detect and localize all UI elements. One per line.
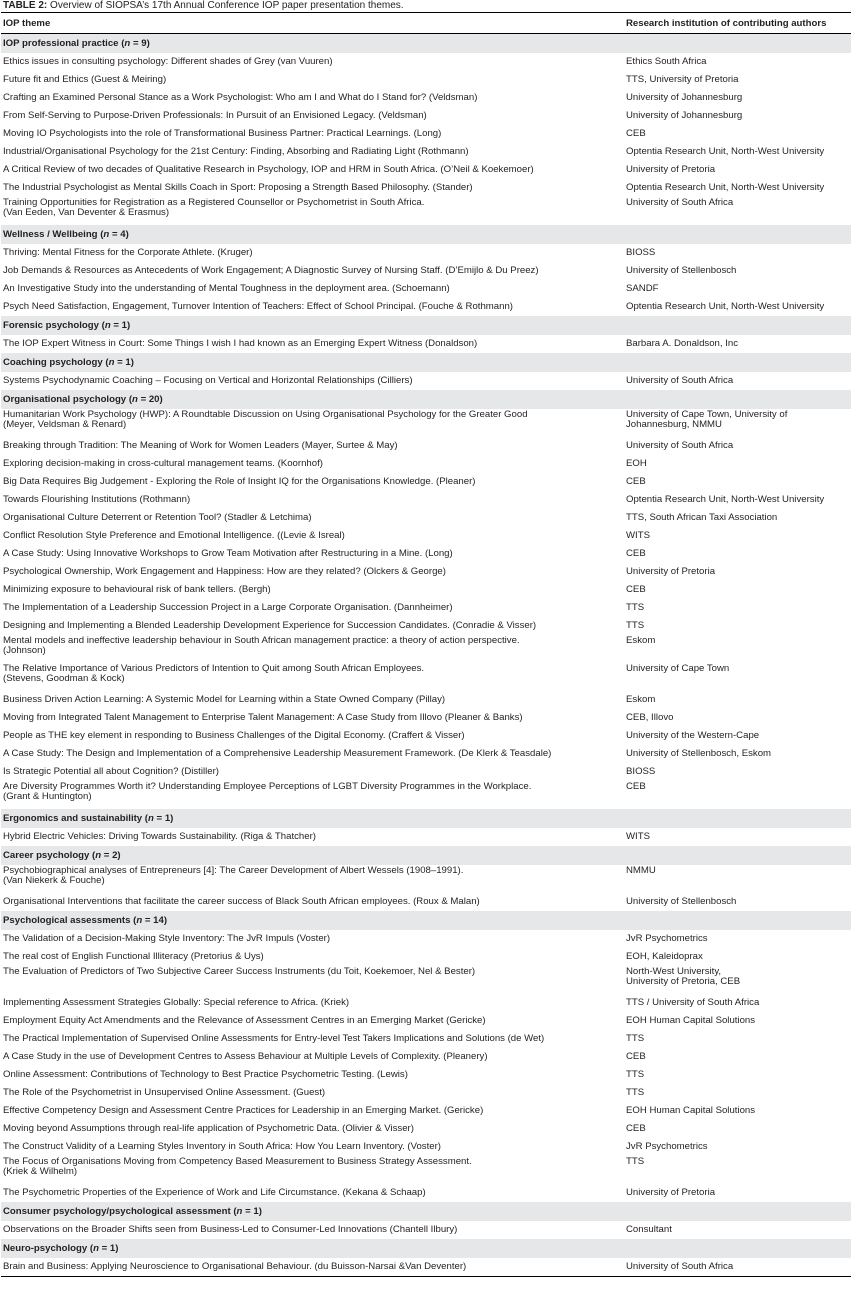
paper-title: A Case Study: The Design and Implementation of a Comprehensive Leadership Measurement Framework. (De Klerk & Teasdale) [3,748,552,759]
n-symbol: n [124,38,131,49]
paper-row [1,1030,851,1048]
paper-institution: WITS [626,530,650,541]
paper-institution: University of Stellenbosch, Eskom [626,748,772,759]
paper-title: Job Demands & Resources as Antecedents of Work Engagement; A Diagnostic Survey of Nursing Staff. (D’Emijlo & Du Preez) [3,265,539,276]
theme-name: Coaching psychology [3,357,103,368]
theme-count: 20 [148,394,160,405]
paper-title: Implementing Assessment Strategies Globally: Special reference to Africa. (Kriek) [3,997,350,1008]
paper-institution: Optentia Research Unit, North-West University [626,146,825,157]
paper-institution: Optentia Research Unit, North-West University [626,301,825,312]
n-symbol: n [148,813,154,824]
paper-institution: TTS, University of Pretoria [626,74,739,85]
paper-title: Organisational Interventions that facilitate the career success of Black South African employees. (Roux & Malan) [3,896,480,907]
n-symbol: n [236,1206,243,1217]
theme-name: Psychological assessments [3,915,131,926]
paper-title: Psychological Ownership, Work Engagement and Happiness: How are they related? (Olckers & George) [3,566,446,577]
n-symbol: n [132,394,138,405]
theme-row [1,1239,851,1258]
paper-row [1,727,851,745]
table-caption [1,0,851,12]
paper-row [1,509,851,527]
paper-title: Online Assessment: Contributions of Technology to Best Practice Psychometric Testing. (Lewis) [3,1069,408,1080]
paper-institution: University of Pretoria [626,1187,716,1198]
paper-institution: CEB [626,1123,646,1134]
paper-title: From Self-Serving to Purpose-Driven Professionals: In Pursuit of an Envisioned Legacy. (Veldsman) [3,110,427,121]
paper-institution: TTS / University of South Africa [626,997,760,1008]
paper-institution: TTS [626,620,645,631]
header-theme: IOP theme [1,13,622,34]
paper-title: Observations on the Broader Shifts seen from Business-Led to Consumer-Led Innovations (Chantell Ilbury) [3,1224,458,1235]
header-institution: Research institution of contributing authors [622,13,851,34]
n-symbol: n [93,1243,99,1254]
paper-institution: JvR Psychometrics [626,933,708,944]
paper-title: The Relative Importance of Various Predictors of Intention to Quit among South African Employees. (Stevens, Goodman & Kock) [3,663,425,684]
paper-row [1,1048,851,1066]
themes-table [1,12,851,1277]
paper-institution: Barbara A. Donaldson, Inc [626,338,738,349]
theme-count: 2 [112,850,118,861]
theme-cell: Coaching psychology (n = 1) [1,353,851,372]
paper-institution: University of Cape Town, University of Johannesburg, NMMU [626,409,788,430]
paper-title: A Case Study: Using Innovative Workshops to Grow Team Motivation after Restructuring in a Mine. (Long) [3,548,453,559]
paper-row [1,244,851,262]
theme-cell: Wellness / Wellbeing (n = 4) [1,225,851,244]
theme-name: Organisational psychology [3,394,127,405]
paper-institution: TTS [626,1069,645,1080]
paper-institution: BIOSS [626,247,656,258]
paper-institution: TTS [626,1087,645,1098]
paper-title: The real cost of English Functional Illiteracy (Pretorius & Uys) [3,951,264,962]
paper-row [1,781,851,809]
paper-row [1,335,851,353]
paper-institution: University of South Africa [622,1258,851,1277]
paper-row [1,663,851,691]
paper-title: Is Strategic Potential all about Cognition? (Distiller) [3,766,219,777]
n-symbol: n [108,357,115,368]
paper-institution: TTS, South African Taxi Association [626,512,778,523]
paper-institution: North-West University, University of Pretoria, CEB [626,966,741,987]
paper-row [1,1120,851,1138]
paper-institution: University of South Africa [626,197,734,208]
n-symbol: n [104,320,111,331]
theme-cell: Organisational psychology (n = 20) [1,390,851,409]
paper-title: People as THE key element in responding to Business Challenges of the Digital Economy. (Craffert & Visser) [3,730,465,741]
paper-institution: CEB, Illovo [626,712,674,723]
paper-institution: CEB [626,1051,646,1062]
theme-cell: Forensic psychology (n = 1) [1,316,851,335]
paper-row [1,89,851,107]
theme-name: Forensic psychology [3,320,99,331]
paper-institution: WITS [626,831,650,842]
paper-institution: University of Stellenbosch [626,265,737,276]
paper-row [1,179,851,197]
paper-title: Industrial/Organisational Psychology for the 21st Century: Finding, Absorbing and Radiating Light (Rothmann) [3,146,469,157]
theme-name: IOP professional practice [3,38,119,49]
paper-institution: Eskom [626,694,656,705]
n-symbol: n [103,229,110,240]
paper-title: The Validation of a Decision-Making Style Inventory: The JvR Impuls (Voster) [3,933,331,944]
n-symbol: n [136,915,143,926]
paper-row [1,545,851,563]
theme-row [1,911,851,930]
theme-count: 14 [153,915,164,926]
paper-title: The Evaluation of Predictors of Two Subjective Career Success Instruments (du Toit, Koekemoer, Nel & Bester) [3,966,476,977]
paper-row [1,197,851,225]
paper-row [1,1184,851,1202]
paper-row [1,994,851,1012]
theme-cell: Psychological assessments (n = 14) [1,911,851,930]
paper-title: Mental models and ineffective leadership behaviour in South African management practice: a theory of action perspective. (Johnson) [3,635,520,656]
paper-institution: EOH [626,458,647,469]
paper-row [1,1156,851,1184]
paper-title: Employment Equity Act Amendments and the Relevance of Assessment Centres in an Emerging Market (Gericke) [3,1015,486,1026]
paper-institution: CEB [626,548,646,559]
paper-title: The Implementation of a Leadership Succession Project in a Large Corporate Organisation. (Dannheimer) [3,602,453,613]
theme-row [1,225,851,244]
paper-institution: University of Cape Town [626,663,730,674]
paper-title: Humanitarian Work Psychology (HWP): A Roundtable Discussion on Using Organisational Psychology for the Greater Good (Meyer, Veldsman & Renard) [3,409,528,430]
paper-institution: Optentia Research Unit, North-West University [626,182,825,193]
paper-row [1,563,851,581]
paper-title: The Practical Implementation of Supervised Online Assessments for Entry-level Test Takers Implications and Solutions (de Wet) [3,1033,545,1044]
theme-count: 1 [164,813,171,824]
paper-title: The Focus of Organisations Moving from Competency Based Measurement to Business Strategy Assessment. (Kriek & Wilhelm) [3,1156,472,1177]
paper-row [1,763,851,781]
paper-row [1,143,851,161]
paper-title: The Psychometric Properties of the Experience of Work and Life Circumstance. (Kekana & Schaap) [3,1187,426,1198]
paper-title: Minimizing exposure to behavioural risk of bank tellers. (Bergh) [3,584,271,595]
paper-row [1,473,851,491]
theme-row [1,390,851,409]
paper-institution: CEB [626,584,646,595]
paper-institution: University of the Western-Cape [626,730,760,741]
paper-row [1,527,851,545]
paper-row [1,161,851,179]
paper-title: Training Opportunities for Registration as a Registered Counsellor or Psychometrist in South Africa. (Van Eeden, Van Deventer & Erasmus) [3,197,425,218]
theme-row [1,846,851,865]
paper-institution: University of Johannesburg [626,92,743,103]
paper-row [1,1066,851,1084]
paper-title: Moving IO Psychologists into the role of Transformational Business Partner: Practical Learnings. (Long) [3,128,442,139]
paper-title: The Industrial Psychologist as Mental Skills Coach in Sport: Proposing a Strength Based Philosophy. (Stander) [3,182,473,193]
paper-row [1,491,851,509]
paper-institution: Consultant [626,1224,672,1235]
paper-title: Conflict Resolution Style Preference and Emotional Intelligence. ((Levie & Isreal) [3,530,345,541]
paper-title: Moving from Integrated Talent Management to Enterprise Talent Management: A Case Study from Illovo (Pleaner & Banks) [3,712,523,723]
paper-row [1,893,851,911]
paper-row [1,948,851,966]
paper-row [1,930,851,948]
theme-name: Wellness / Wellbeing [3,229,98,240]
theme-count: 9 [141,38,147,49]
paper-row [1,1221,851,1239]
paper-row [1,966,851,994]
paper-row [1,71,851,89]
paper-row [1,262,851,280]
header-row [1,13,851,34]
paper-institution: University of South Africa [626,440,734,451]
paper-title: A Critical Review of two decades of Qualitative Research in Psychology, IOP and HRM in South Africa. (O’Neil & Koekemoer) [3,164,534,175]
paper-institution: Optentia Research Unit, North-West University [626,494,825,505]
theme-row [1,809,851,828]
theme-count: 4 [120,229,126,240]
theme-count: 1 [125,357,131,368]
paper-row [1,709,851,727]
paper-row [1,828,851,846]
paper-institution: Ethics South Africa [626,56,707,67]
paper-title: Designing and Implementing a Blended Leadership Development Experience for Succession Candidates. (Conradie & Visser) [3,620,537,631]
paper-row [1,1102,851,1120]
theme-row [1,353,851,372]
theme-row [1,34,851,54]
paper-institution: EOH, Kaleidoprax [626,951,703,962]
paper-row [1,581,851,599]
paper-row [1,1138,851,1156]
paper-row [1,691,851,709]
paper-institution: CEB [626,128,646,139]
theme-name: Neuro-psychology [3,1243,88,1254]
paper-institution: CEB [626,476,646,487]
paper-institution: University of Stellenbosch [626,896,737,907]
paper-institution: SANDF [626,283,659,294]
paper-row [1,409,851,437]
paper-row [1,280,851,298]
paper-title: Future fit and Ethics (Guest & Meiring) [3,74,167,85]
paper-row [1,125,851,143]
paper-title: Psych Need Satisfaction, Engagement, Turnover Intention of Teachers: Effect of School Principal. (Fouche & Rothmann) [3,301,513,312]
theme-cell: Ergonomics and sustainability (n = 1) [1,809,851,828]
paper-institution: University of Pretoria [626,164,716,175]
paper-row [1,865,851,893]
theme-cell: Career psychology (n = 2) [1,846,851,865]
theme-name: Career psychology [3,850,90,861]
paper-institution: University of Pretoria [626,566,716,577]
paper-institution: University of South Africa [626,375,734,386]
theme-row [1,316,851,335]
caption-label: TABLE 2: [3,0,48,11]
paper-title: Brain and Business: Applying Neuroscience to Organisational Behaviour. (du Buisson-Narsai &Van Deventer) [1,1258,622,1277]
paper-title: Effective Competency Design and Assessment Centre Practices for Leadership in an Emerging Market. (Gericke) [3,1105,484,1116]
paper-title: Crafting an Examined Personal Stance as a Work Psychologist: Who am I and What do I Stand for? (Veldsman) [3,92,478,103]
paper-row [1,635,851,663]
paper-title: Systems Psychodynamic Coaching – Focusing on Vertical and Horizontal Relationships (Cilliers) [3,375,413,386]
paper-title: Ethics issues in consulting psychology: Different shades of Grey (van Vuuren) [3,56,333,67]
paper-row [1,437,851,455]
paper-row [1,298,851,316]
n-symbol: n [95,850,102,861]
theme-cell: IOP professional practice (n = 9) [1,34,851,54]
theme-name: Consumer psychology/psychological assessment [3,1206,231,1217]
paper-row [1,599,851,617]
paper-title: Organisational Culture Deterrent or Retention Tool? (Stadler & Letchima) [3,512,312,523]
theme-cell: Consumer psychology/psychological assessment (n = 1) [1,1202,851,1221]
paper-title: Psychobiographical analyses of Entrepreneurs [4]: The Career Development of Albert Wessels (1908–1991). (Van Niekerk & Fouche) [3,865,464,886]
paper-row [1,1258,851,1277]
paper-institution: TTS [626,1033,645,1044]
paper-institution: NMMU [626,865,656,876]
table-body [1,34,851,1277]
paper-institution: TTS [626,1156,645,1167]
paper-title: Breaking through Tradition: The Meaning of Work for Women Leaders (Mayer, Surtee & May) [3,440,398,451]
theme-cell: Neuro-psychology (n = 1) [1,1239,851,1258]
paper-row [1,53,851,71]
paper-title: Are Diversity Programmes Worth it? Understanding Employee Perceptions of LGBT Diversity Programmes in the Workplace. (Grant & Huntington) [3,781,532,802]
paper-title: An Investigative Study into the understanding of Mental Toughness in the deployment area. (Schoemann) [3,283,450,294]
paper-title: Thriving: Mental Fitness for the Corporate Athlete. (Kruger) [3,247,253,258]
paper-institution: University of Johannesburg [626,110,743,121]
paper-row [1,107,851,125]
theme-name: Ergonomics and sustainability [3,813,143,824]
paper-title: Hybrid Electric Vehicles: Driving Towards Sustainability. (Riga & Thatcher) [3,831,316,842]
paper-institution: CEB [626,781,646,792]
paper-row [1,745,851,763]
paper-title: Towards Flourishing Institutions (Rothmann) [3,494,191,505]
theme-count: 1 [109,1243,116,1254]
paper-title: The Role of the Psychometrist in Unsupervised Online Assessment. (Guest) [3,1087,326,1098]
paper-institution: Eskom [626,635,656,646]
paper-institution: JvR Psychometrics [626,1141,708,1152]
paper-row [1,617,851,635]
paper-title: Big Data Requires Big Judgement - Exploring the Role of Insight IQ for the Organisations Knowledge. (Pleaner) [3,476,476,487]
theme-count: 1 [253,1206,259,1217]
paper-institution: EOH Human Capital Solutions [626,1015,756,1026]
caption-text: Overview of SIOPSA’s 17th Annual Conference IOP paper presentation themes. [47,0,404,11]
paper-row [1,455,851,473]
paper-row [1,372,851,390]
paper-institution: BIOSS [626,766,656,777]
paper-title: The Construct Validity of a Learning Styles Inventory in South Africa: How You Learn Inventory. (Voster) [3,1141,441,1152]
paper-row [1,1084,851,1102]
paper-title: A Case Study in the use of Development Centres to Assess Behaviour at Multiple Levels of Complexity. (Pleanery) [3,1051,488,1062]
theme-row [1,1202,851,1221]
paper-title: The IOP Expert Witness in Court: Some Things I wish I had known as an Emerging Expert Witness (Donaldson) [3,338,478,349]
paper-institution: TTS [626,602,645,613]
paper-institution: EOH Human Capital Solutions [626,1105,756,1116]
paper-title: Exploring decision-making in cross-cultural management teams. (Koornhof) [3,458,323,469]
paper-title: Moving beyond Assumptions through real-life application of Psychometric Data. (Olivier & Visser) [3,1123,414,1134]
theme-count: 1 [121,320,127,331]
paper-row [1,1012,851,1030]
paper-title: Business Driven Action Learning: A Systemic Model for Learning within a State Owned Company (Pillay) [3,694,446,705]
